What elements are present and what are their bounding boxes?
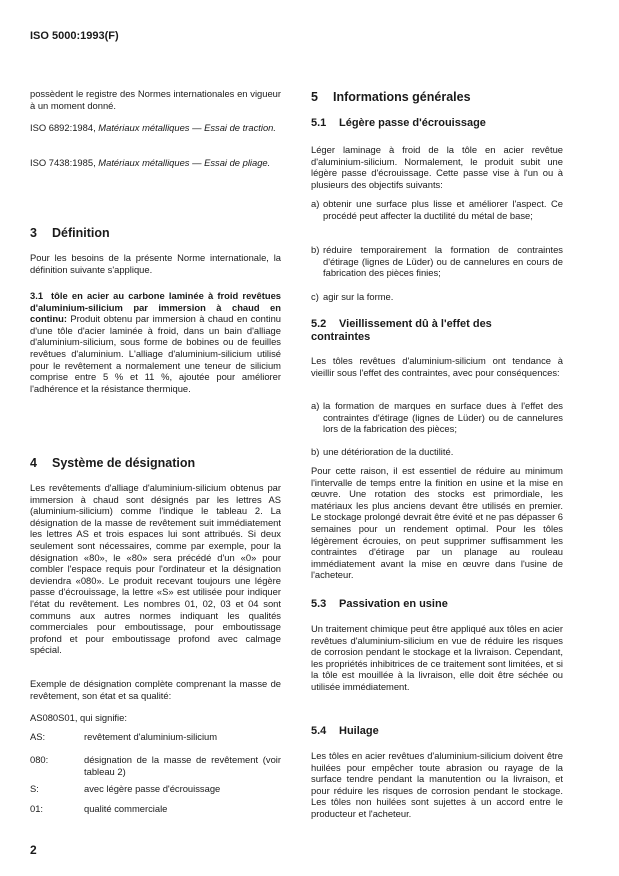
section-title: Légère passe d'écrouissage — [339, 117, 486, 129]
section-number: 5.1 — [311, 117, 327, 129]
section-title: Définition — [52, 226, 110, 240]
section-5-4-paragraph: Les tôles en acier revêtues d'aluminium-silicium doivent être huilées pour empêcher toute abrasion ou rayage de la surface tendre pendant la manutention ou la livraison, et pour réduire les risques de corrosion pendant le stockage. Les tôles non huilées sont sujettes à un accord entre le producteur et l'acheteur. — [311, 750, 563, 819]
definition-term: tôle en acier au carbone laminée à froid revêtues d'aluminium-silicium par immersion à chaud en continu: — [30, 290, 281, 325]
section-5-2-paragraph-2: Pour cette raison, il est essentiel de réduire au minimum l'intervalle de temps entre la finition en usine et la mise en œuvre. Une rotation des stocks est primordiale, les matériaux les plus anciens devant être utilisés en premier. Le stockage prolongé devrait être évité et ne pas dépasser 6 semaines pour un rendement optimal. Pour les tôles légèrement écrouies, on peut supprimer suffisamment les contraintes d'étirage par un planage au rouleau immédiatement avant la mise en œuvre dans l'usine de l'acheteur. — [311, 465, 563, 581]
section-5-2-paragraph: Les tôles revêtues d'aluminium-silicium ont tendance à vieillir sous l'effet des contraintes, avec pour conséquences: — [311, 355, 563, 378]
section-3-paragraph: Pour les besoins de la présente Norme internationale, la définition suivante s'applique. — [30, 252, 281, 275]
definition-term: 080: — [30, 754, 49, 765]
definition-number: 3.1 — [30, 290, 44, 301]
reference-code: ISO 7438:1985, — [30, 157, 96, 168]
list-text: la formation de marques en surface dues à l'effet des contraintes d'étirage (lignes de Lüder) ou de cannelures lors de la fabrication des pièces; — [323, 400, 563, 435]
definition-desc: désignation de la masse de revêtement (voir tableau 2) — [84, 754, 281, 777]
designation-code-line: AS080S01, qui signifie: — [30, 712, 127, 723]
definition-text: Produit obtenu par immersion à chaud en continu d'une tôle d'acier laminée à froid, dans un bain d'alliage d'aluminium-silicium, sous forme de bobines ou de feuilles revêtues d'aluminium. L'alliage d'aluminium-silicium utilisé pour le revêtement a normalement une teneur de silicium comprise entre 5 % et 11 %, ajoutée pour améliorer l'adhérence et la résistance thermique. — [30, 313, 281, 394]
definition-3-1 — [30, 290, 281, 394]
section-title: Huilage — [339, 725, 379, 737]
list-item — [311, 244, 563, 279]
section-title: Système de désignation — [52, 456, 196, 470]
definition-desc: avec légère passe d'écrouissage — [84, 783, 221, 794]
section-title: Informations générales — [333, 90, 471, 104]
list-marker: b) — [311, 446, 320, 457]
list-marker: a) — [311, 198, 320, 209]
list-item — [311, 291, 563, 303]
page-number: 2 — [30, 843, 37, 857]
definition-desc: revêtement d'aluminium-silicium — [84, 731, 218, 742]
section-title: Passivation en usine — [339, 598, 448, 610]
section-3-heading — [30, 226, 110, 240]
intro-paragraph: possèdent le registre des Normes internationales en vigueur à un moment donné. — [30, 88, 281, 111]
section-5-2-heading — [311, 318, 511, 344]
section-4-paragraph: Les revêtements d'alliage d'aluminium-silicium obtenus par immersion à chaud sont désignés par les lettres AS (aluminium-silicium) comme l'indique le tableau 2. La désignation de la masse de revêtement suit immédiatement les lettres AS et trois espaces lui sont attribués. Si deux seulement sont nécessaires, comme par exemple, pour la désignation «80», le «80» sera précédé d'un «0» pour combler l'espace requis pour l'ordinateur et la désignation deviendra «080». Le produit recevant toujours une légère passe d'écrouissage, la lettre «S» est utilisée pour indiquer l'état du revêtement. Les nombres 01, 02, 03 et 04 sont communs aux autres normes indiquant les qualités commerciales pour emboutissage, pour emboutissage profond et pour emboutissage profond avec calmage spécial. — [30, 482, 281, 656]
list-marker: b) — [311, 244, 320, 255]
list-item — [311, 198, 563, 221]
section-number: 3 — [30, 226, 37, 240]
section-number: 4 — [30, 456, 37, 470]
reference-title: Matériaux métalliques — Essai de traction. — [98, 122, 276, 133]
example-paragraph: Exemple de désignation complète comprenant la masse de revêtement, son état et sa qualité: — [30, 678, 281, 701]
section-5-1-paragraph: Léger laminage à froid de la tôle en acier revêtue d'aluminium-silicium. Normalement, le produit subit une légère passe d'écrouissage. Cette passe vise à l'un ou à plusieurs des objectifs suivants: — [311, 144, 563, 190]
section-5-heading — [311, 90, 471, 104]
reference-title: Matériaux métalliques — Essai de pliage. — [98, 157, 271, 168]
definition-term: 01: — [30, 803, 44, 814]
list-item — [311, 446, 563, 458]
section-5-4-heading — [311, 725, 379, 738]
running-header: ISO 5000:1993(F) — [30, 30, 119, 42]
section-4-heading — [30, 456, 195, 470]
reference-iso-6892 — [30, 122, 281, 134]
section-number: 5.3 — [311, 598, 327, 610]
section-number: 5.4 — [311, 725, 327, 737]
list-text: une détérioration de la ductilité. — [323, 446, 454, 457]
section-5-1-heading — [311, 117, 486, 130]
section-title: Vieillissement dû à l'effet des contraintes — [311, 318, 492, 343]
definition-desc: qualité commerciale — [84, 803, 168, 814]
section-5-3-heading — [311, 598, 448, 611]
definition-term: AS: — [30, 731, 46, 742]
list-item — [311, 400, 563, 435]
list-text: agir sur la forme. — [323, 291, 394, 302]
reference-iso-7438 — [30, 157, 281, 169]
reference-code: ISO 6892:1984, — [30, 122, 96, 133]
section-5-3-paragraph: Un traitement chimique peut être appliqué aux tôles en acier revêtues d'aluminium-silicium en vue de réduire les risques de corrosion pendant le stockage et la livraison. Cependant, les propriétés inhibitrices de ce traitement sont limitées, et si la tôle est mouillée à la livraison, elle doit être séchée ou utilisée immédiatement. — [311, 623, 563, 692]
definition-term: S: — [30, 783, 39, 794]
section-number: 5 — [311, 90, 318, 104]
list-text: réduire temporairement la formation de contraintes d'étirage (lignes de Lüder) ou de cannelures en cours de fabrication des pièces finies; — [323, 244, 563, 279]
list-text: obtenir une surface plus lisse et améliorer l'aspect. Ce procédé peut affecter la ductilité du métal de base; — [323, 198, 563, 221]
section-number: 5.2 — [311, 318, 327, 330]
list-marker: c) — [311, 291, 319, 302]
list-marker: a) — [311, 400, 320, 411]
